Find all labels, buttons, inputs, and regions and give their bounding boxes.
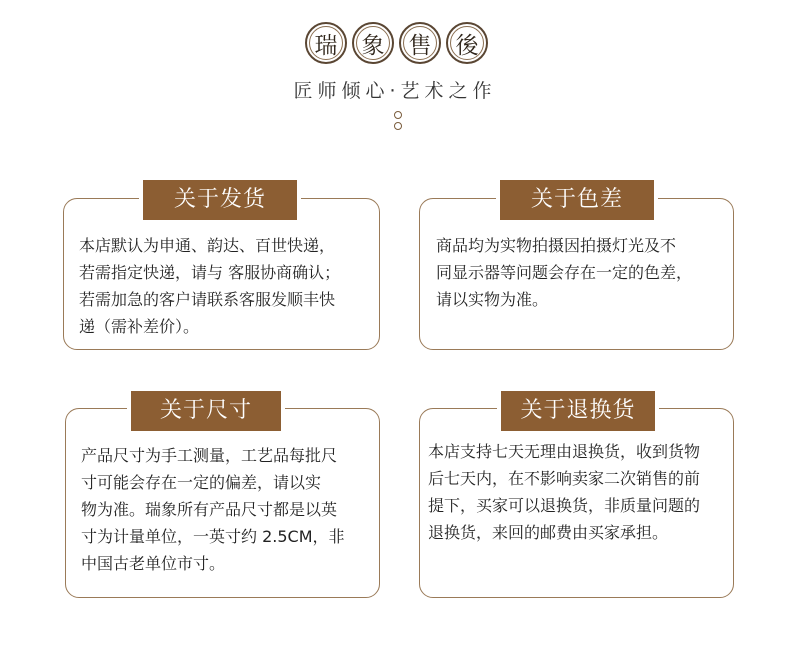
text-line: 递（需补差价）。 — [79, 317, 200, 336]
shipping-title: 关于发货 — [143, 180, 297, 220]
returns-text — [428, 438, 734, 546]
text-line: 本店默认为申通、韵达、百世快递， — [79, 236, 336, 255]
brand-seal-char: 後 — [446, 22, 488, 64]
text-line: 物为准。瑞象所有产品尺寸都是以英 — [81, 500, 338, 519]
size-text — [81, 442, 373, 577]
text-line: 后七天内，在不影响卖家二次销售的前 — [428, 469, 701, 488]
brand-seal-row — [0, 22, 790, 70]
brand-seal-char: 瑞 — [305, 22, 347, 64]
decorative-dots-icon — [391, 111, 405, 133]
size-title: 关于尺寸 — [131, 391, 281, 431]
text-line: 提下，买家可以退换货，非质量问题的 — [428, 496, 701, 515]
brand-seal-char: 售 — [399, 22, 441, 64]
color-difference-text — [436, 232, 726, 313]
text-line: 若需加急的客户请联系客服发顺丰快 — [79, 290, 336, 309]
text-line: 商品均为实物拍摄因拍摄灯光及不 — [436, 236, 677, 255]
text-line: 若需指定快递，请与 客服协商确认； — [79, 263, 341, 282]
color-difference-title: 关于色差 — [500, 180, 654, 220]
shipping-text — [79, 232, 369, 340]
text-line: 请以实物为准。 — [436, 290, 549, 309]
text-line: 同显示器等问题会存在一定的色差， — [436, 263, 693, 282]
text-line: 寸可能会存在一定的偏差，请以实 — [81, 473, 322, 492]
text-line: 中国古老单位市寸。 — [81, 554, 226, 573]
text-line: 退换货，来回的邮费由买家承担。 — [428, 523, 669, 542]
returns-title: 关于退换货 — [501, 391, 655, 431]
text-line: 寸为计量单位，一英寸约 2.5CM，非 — [81, 527, 345, 546]
text-line: 本店支持七天无理由退换货，收到货物 — [428, 442, 701, 461]
slogan: 匠师倾心·艺术之作 — [293, 80, 497, 102]
text-line: 产品尺寸为手工测量，工艺品每批尺 — [81, 446, 338, 465]
brand-seal-char: 象 — [352, 22, 394, 64]
